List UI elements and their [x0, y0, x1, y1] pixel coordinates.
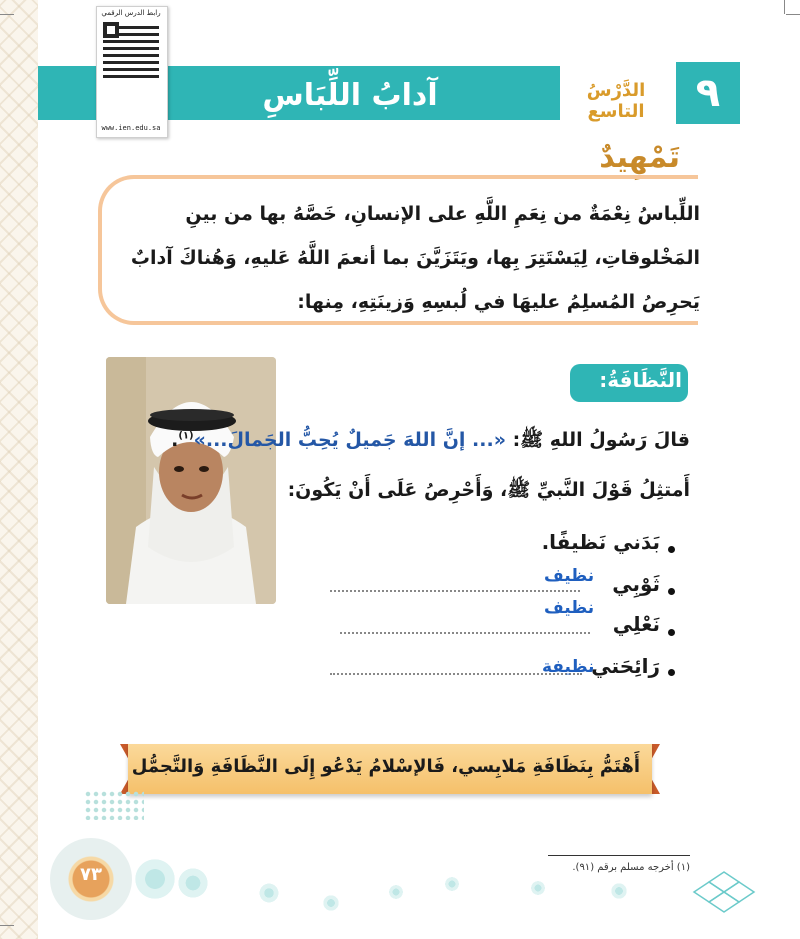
bullet-dot — [668, 669, 675, 676]
boy-photo — [106, 357, 276, 604]
bullet-dot — [668, 588, 675, 595]
list-item: بَدَني نَظيفًا. — [541, 530, 660, 554]
rosette-icon — [176, 866, 210, 900]
section-title: النَّظَافَةُ: — [599, 368, 682, 392]
lesson-title: آدابُ اللِّبَاسِ — [262, 78, 438, 113]
rosette-icon — [530, 880, 546, 896]
answer-text[interactable]: نظيف — [544, 598, 595, 618]
footnote-ref: (١) — [178, 430, 194, 442]
lesson-number: ٩ — [695, 70, 721, 116]
answer-line[interactable] — [330, 590, 580, 592]
page-number: ٧٣ — [80, 864, 102, 885]
rosette-icon — [322, 894, 340, 912]
hadith-prefix: قالَ رَسُولُ اللهِ ﷺ: — [505, 429, 690, 451]
rosette-icon — [444, 876, 460, 892]
ministry-logo-dots-icon — [84, 790, 144, 820]
intro-heading: تَمْهِيدٌ — [599, 140, 680, 175]
answer-text[interactable]: نظيفة — [542, 657, 595, 677]
instruction-line: أَمتثِلُ قَوْلَ النَّبيِّ ﷺ، وَأَحْرِصُ عَلَى أَنْ يَكُونَ: — [287, 479, 690, 501]
qr-label: رابط الدرس الرقمي — [101, 9, 161, 17]
hadith-quote: «... إنَّ اللهَ جَميلٌ يُحِبُّ الجَمالَ...» — [193, 429, 506, 451]
crop-mark — [786, 14, 800, 15]
footnote-text: (١) أخرجه مسلم برقم (٩١). — [572, 862, 690, 873]
list-item: نَعْلِي — [612, 612, 660, 636]
list-item: ثَوْبِي — [612, 572, 660, 596]
crop-mark — [0, 14, 14, 15]
bullet-dot — [668, 629, 675, 636]
answer-text[interactable]: نظيف — [544, 566, 595, 586]
crop-mark — [0, 925, 14, 926]
rosette-icon — [610, 882, 628, 900]
banner-text: أَهْتَمُّ بِنَظَافَةِ مَلابِسي، فَالإسْلامُ يَدْعُو إِلَى النَّظَافَةِ وَالتَّجمُّل — [131, 756, 640, 777]
list-item: رَائِحَتي — [591, 654, 660, 678]
hadith-line: قالَ رَسُولُ اللهِ ﷺ: «... إنَّ اللهَ جَميلٌ يُحِبُّ الجَمالَ...»$^{(١)}$. — [171, 429, 690, 451]
bullet-dot — [668, 546, 675, 553]
footnote-rule — [548, 855, 690, 856]
qr-code-icon[interactable] — [103, 22, 159, 78]
rosette-icon — [258, 882, 280, 904]
crop-mark — [784, 0, 785, 14]
answer-line[interactable] — [340, 632, 590, 634]
side-pattern — [0, 0, 38, 939]
rosette-icon — [388, 884, 404, 900]
intro-text: اللِّباسُ نِعْمَةٌ من نِعَمِ اللَّهِ على الإنسانِ، خَصَّهُ بها من بينِ المَخْلوقاتِ، لِيَسْتَتِرَ بِها، ويَتَزَيَّنَ بما أنعمَ اللَّهُ عَليهِ، وَهُناكَ آدابٌ يَحرِصُ المُسلِمُ عليهَا في لُبسِهِ وَزينَتِهِ، مِنها: — [130, 203, 700, 313]
rosette-icon — [132, 856, 178, 902]
lesson-label: الدَّرْسُ التاسع — [586, 80, 646, 122]
qr-url[interactable]: www.ien.edu.sa — [101, 124, 161, 132]
geometric-pattern-icon — [684, 862, 764, 922]
